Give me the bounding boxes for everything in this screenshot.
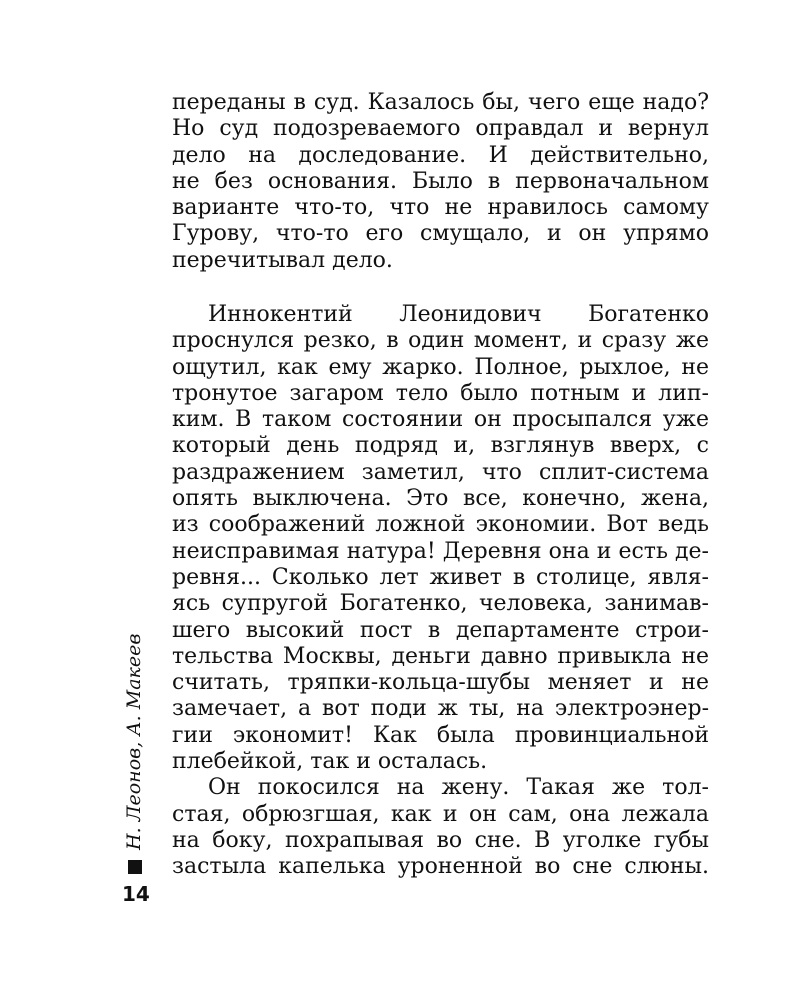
text-line: перечитывал дело. [172, 247, 393, 273]
text-line: на боку, похрапывая во сне. В уголке губы [172, 827, 709, 853]
text-line: раздражением заметил, что сплит-система [172, 459, 709, 485]
text-line: тельства Москвы, деньги давно привыкла не [172, 643, 709, 669]
text-line: гии экономит! Как была провинциальной [172, 722, 709, 748]
text-line: замечает, а вот поди ж ты, на электроэнер- [172, 696, 709, 722]
text-line: неисправимая натура! Деревня она и есть де- [172, 538, 709, 564]
text-line: который день подряд и, взглянув вверх, с [172, 433, 709, 459]
text-line: Он покосился на жену. Такая же тол- [208, 775, 709, 801]
text-line: варианте что-то, что не нравилось самому [172, 195, 709, 221]
text-line: стая, обрюзгшая, как и он сам, она лежала [172, 801, 709, 827]
paragraph-2 [172, 302, 709, 881]
text-line: переданы в суд. Казалось бы, чего еще надо? [172, 90, 709, 115]
text-line: не без основания. Было в первоначальном [172, 168, 709, 194]
text-line: застыла капелька уроненной во сне слюны. [172, 854, 709, 880]
paragraph-1 [172, 90, 709, 274]
text-line: проснулся резко, в один момент, и сразу же [172, 328, 709, 354]
text-line: ясь супругой Богатенко, человека, занимав- [172, 591, 709, 617]
text-line: опять выключена. Это все, конечно, жена, [172, 486, 709, 512]
text-line: считать, тряпки-кольца-шубы меняет и не [172, 670, 709, 696]
text-line: Иннокентий Леонидович Богатенко [208, 302, 709, 327]
text-line: тронутое загаром тело было потным и лип- [172, 380, 709, 406]
text-line: ревня... Сколько лет живет в столице, явля- [172, 564, 709, 590]
text-line: плебейкой, так и осталась. [172, 749, 488, 775]
text-line: Но суд подозреваемого оправдал и вернул [172, 116, 709, 142]
square-marker-icon [128, 860, 142, 874]
text-line: ощутил, как ему жарко. Полное, рыхлое, не [172, 354, 709, 380]
text-line: шего высокий пост в департаменте строи- [172, 617, 709, 643]
running-head [112, 633, 148, 850]
text-line: из соображений ложной экономии. Вот ведь [172, 512, 709, 538]
text-line: дело на доследование. И действительно, [172, 142, 709, 168]
text-line: ким. В таком состоянии он просыпался уже [172, 407, 709, 433]
author-names: Н. Леонов, А. Макеев [123, 633, 145, 850]
page-number: 14 [122, 882, 150, 906]
text-line: Гурову, что-то его смущало, и он упрямо [172, 221, 709, 247]
